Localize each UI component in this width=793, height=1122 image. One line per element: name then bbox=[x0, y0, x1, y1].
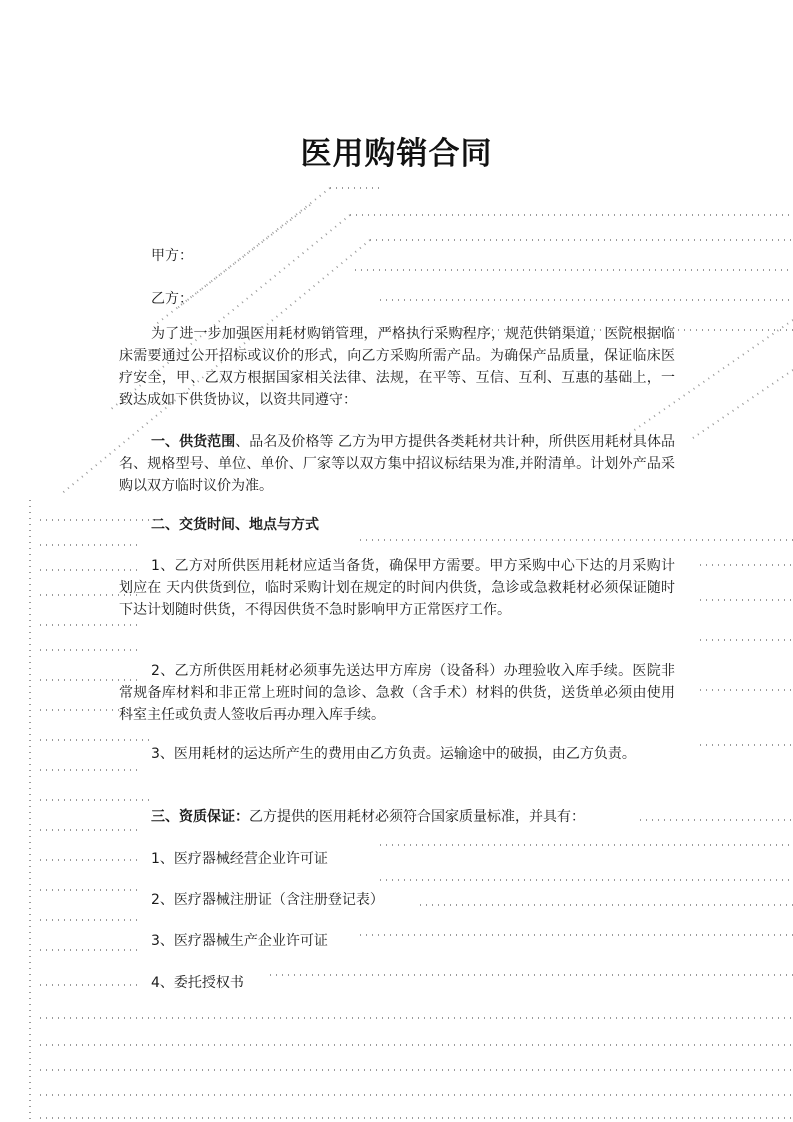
party-b-label: 乙方： bbox=[151, 291, 193, 307]
qualification-item-2: 2、医疗器械注册证（含注册登记表） bbox=[151, 892, 384, 908]
section3-paragraph bbox=[151, 806, 585, 826]
section2-clause3: 3、医用耗材的运达所产生的费用由乙方负责。运输途中的破损，由乙方负责。 bbox=[151, 746, 636, 762]
section2-clause1: 1、乙方对所供医用耗材应适当备货，确保甲方需要。甲方采购中心下达的月采购计划应在 天内供货到位，临时采购计划在规定的时间内供货，急诊或急救耗材必须保证随时下达计划随时供货，不得因供货不急时影响甲方正常医疗工作。 bbox=[119, 558, 675, 618]
party-a-label: 甲方： bbox=[151, 248, 193, 264]
section1-heading: 一、供货范围 bbox=[151, 434, 236, 450]
section1-text: 、品名及价格等 乙方为甲方提供各类耗材共计种，所供医用耗材具体品名、规格型号、单位、单价、厂家等以双方集中招议标结果为准,并附清单。计划外产品采购以双方临时议价为准。 bbox=[119, 434, 676, 494]
intro-paragraph: 为了进一步加强医用耗材购销管理，严格执行采购程序，规范供销渠道，医院根据临床需要通过公开招标或议价的形式，向乙方采购所需产品。为确保产品质量，保证临床医疗安全，甲、乙双方根据国家相关法律、法规，在平等、互信、互利、互惠的基础上，一致达成如下供货协议，以资共同遵守： bbox=[119, 326, 675, 408]
section2-heading: 二、交货时间、地点与方式 bbox=[151, 517, 319, 533]
section3-text: 乙方提供的医用耗材必须符合国家质量标准，并具有： bbox=[249, 809, 585, 825]
document-title: 医用购销合同 bbox=[300, 136, 493, 172]
qualification-item-3: 3、医疗器械生产企业许可证 bbox=[151, 933, 328, 949]
qualification-item-4: 4、委托授权书 bbox=[151, 975, 244, 991]
qualification-item-1: 1、医疗器械经营企业许可证 bbox=[151, 851, 328, 867]
section1-paragraph bbox=[119, 431, 675, 497]
section2-clause2: 2、乙方所供医用耗材必须事先送达甲方库房（设备科）办理验收入库手续。医院非常规备库材料和非正常上班时间的急诊、急救（含手术）材料的供货，送货单必须由使用科室主任或负责人签收后再办理入库手续。 bbox=[119, 663, 675, 723]
section3-heading: 三、资质保证： bbox=[151, 809, 249, 825]
